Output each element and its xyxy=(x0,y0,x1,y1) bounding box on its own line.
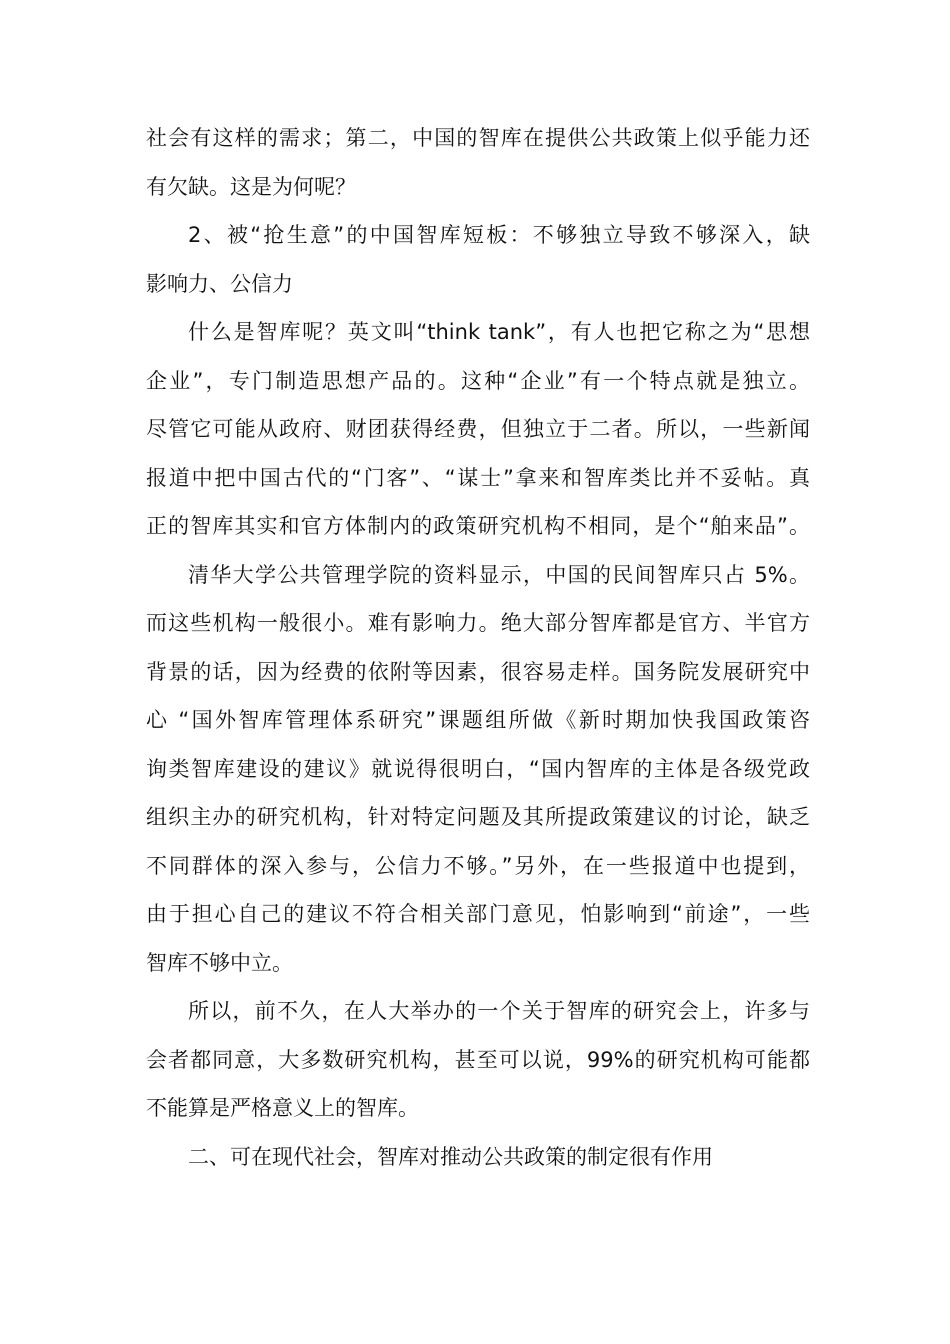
text-line: 有欠缺。这是为何呢？ xyxy=(146,174,356,199)
text-line: 报道中把中国古代的“门客”、“谋士”拿来和智库类比并不妥帖。真 xyxy=(146,465,810,490)
text-line: 会者都同意，大多数研究机构，甚至可以说，99%的研究机构可能都 xyxy=(146,1047,810,1072)
text-line: 而这些机构一般很小。难有影响力。绝大部分智库都是官方、半官方 xyxy=(146,611,810,635)
text-line: 智库不够中立。 xyxy=(146,950,293,975)
text-line: 由于担心自己的建议不符合相关部门意见，怕影响到“前途”，一些 xyxy=(146,902,810,926)
text-line: 企业”，专门制造思想产品的。这种“企业”有一个特点就是独立。 xyxy=(146,368,810,393)
text-line: 尽管它可能从政府、财团获得经费，但独立于二者。所以，一些新闻 xyxy=(146,417,810,441)
text-line: 询类智库建设的建议》就说得很明白，“国内智库的主体是各级党政 xyxy=(146,756,810,781)
text-line: 所以，前不久，在人大举办的一个关于智库的研究会上，许多与 xyxy=(188,999,810,1023)
text-line: 不同群体的深入参与，公信力不够。”另外，在一些报道中也提到， xyxy=(146,853,810,878)
text-line: 社会有这样的需求；第二，中国的智库在提供公共政策上似乎能力还 xyxy=(146,126,810,150)
text-line: 正的智库其实和官方体制内的政策研究机构不相同，是个“舶来品”。 xyxy=(146,514,810,538)
text-line: 不能算是严格意义上的智库。 xyxy=(146,1096,419,1120)
text-line: 心 “国外智库管理体系研究”课题组所做《新时期加快我国政策咨 xyxy=(146,708,810,732)
text-line: 组织主办的研究机构，针对特定问题及其所提政策建议的讨论，缺乏 xyxy=(146,805,810,829)
text-line: 背景的话，因为经费的依附等因素，很容易走样。国务院发展研究中 xyxy=(146,659,810,684)
text-line: 清华大学公共管理学院的资料显示，中国的民间智库只占 5%。 xyxy=(188,562,810,587)
text-line: 2、被“抢生意”的中国智库短板：不够独立导致不够深入，缺 xyxy=(188,223,810,247)
body-text xyxy=(146,114,810,1181)
text-line: 什么是智库呢？英文叫“think tank”，有人也把它称之为“思想 xyxy=(188,320,810,344)
text-line: 影响力、公信力 xyxy=(146,271,293,296)
text-line: 二、可在现代社会，智库对推动公共政策的制定很有作用 xyxy=(188,1144,713,1169)
